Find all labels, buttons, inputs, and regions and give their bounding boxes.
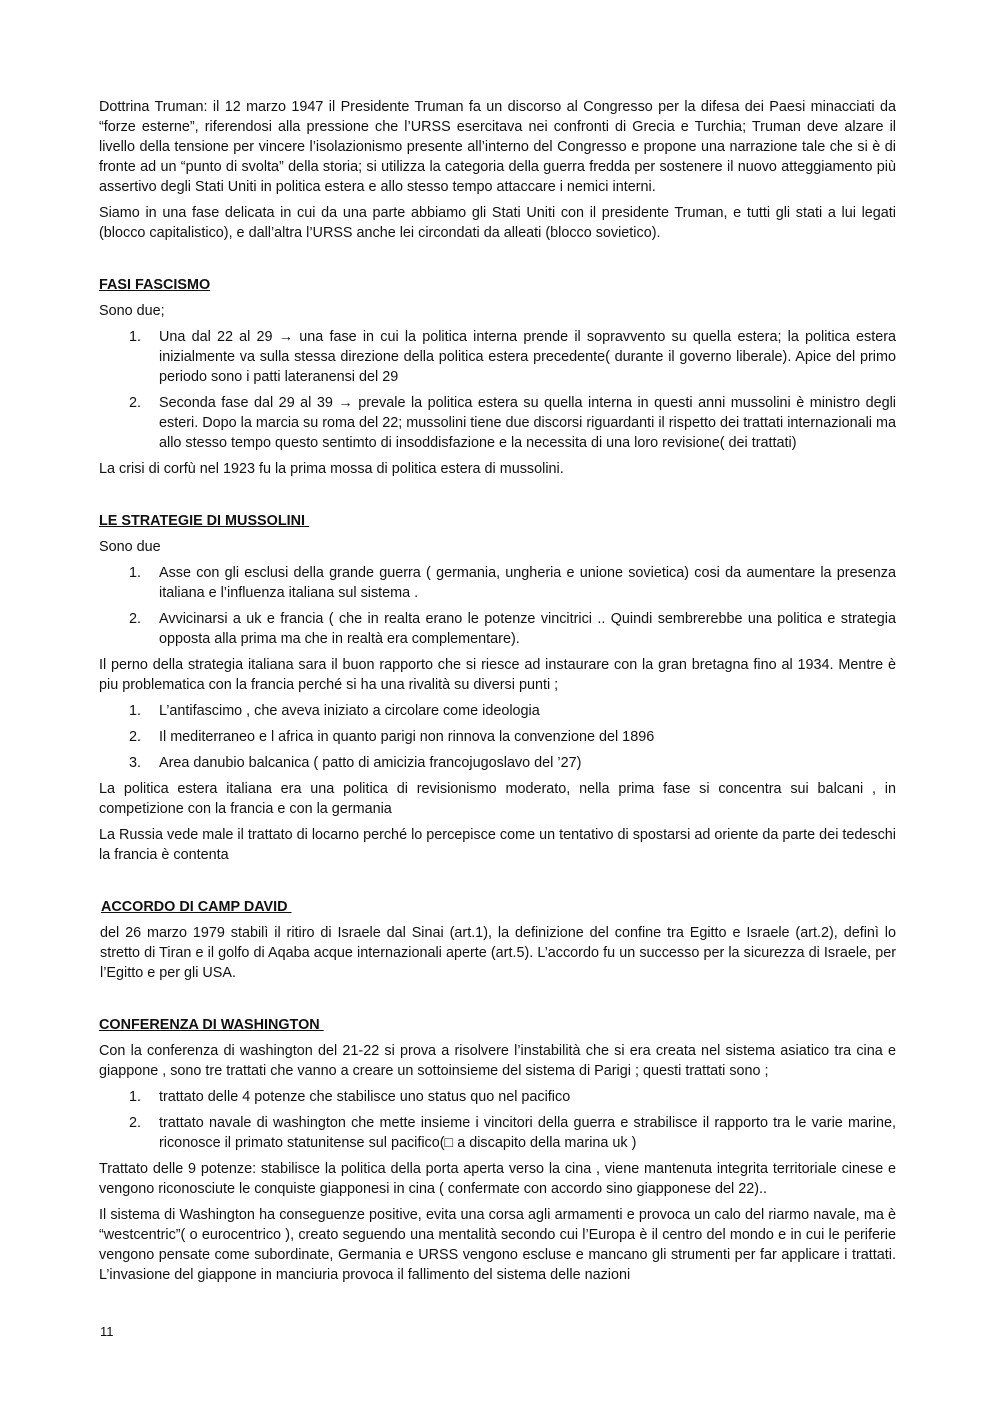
washington-paragraph-3: Il sistema di Washington ha conseguenze positive, evita una corsa agli armamenti e provoca un calo del riarmo navale, ma è “westcentric”( o eurocentrico ), creato seguendo una mentalità secondo cui l’Europa è il centro del mondo e in cui le periferie vengono pensate come subordinate, Germania e URSS vengono escluse e mancano gli strumenti per far applicare i trattati. L’invasione del giappone in manciuria provoca il fallimento del sistema delle nazioni — [99, 1207, 896, 1283]
camp-david-paragraph: del 26 marzo 1979 stabilì il ritiro di Israele dal Sinai (art.1), la definizione del confine tra Egitto e Israele (art.2), definì lo stretto di Tiran e il golfo di Aqaba acque internazionali aperte (art.5). L’accordo fu un successo per la sicurezza di Israele, per l’Egitto e per gli USA. — [100, 925, 896, 981]
strategie-intro: Sono due — [99, 539, 161, 555]
strategie-paragraph-2: La politica estera italiana era una politica di revisionismo moderato, nella prima fase si concentra sui balcani , in competizione con la francia e con la germania — [99, 781, 896, 817]
section-heading-strategie: LE STRATEGIE DI MUSSOLINI — [99, 513, 310, 529]
page-number: 11 — [100, 1324, 114, 1339]
list-number: 1. — [129, 565, 142, 581]
strategie-list — [99, 563, 896, 649]
list-item — [99, 753, 896, 773]
list-item — [99, 609, 896, 649]
list-number: 1. — [129, 329, 142, 345]
list-item-text: Area danubio balcanica ( patto di amicizia francojugoslavo del ’27) — [159, 755, 582, 771]
list-item-text: Una dal 22 al 29 → una fase in cui la politica interna prende il sopravvento su quella estera; la politica estera inizialmente va sulla stessa direzione della politica estera precedente( durante il governo liberale). Apice del primo periodo sono i patti lateranensi del 29 — [159, 329, 896, 385]
section-gap — [99, 249, 896, 275]
list-item-text: Asse con gli esclusi della grande guerra ( germania, ungheria e unione sovietica) cosi da aumentare la presenza italiana e l’influenza italiana sul sistema . — [159, 565, 896, 601]
section-heading-camp-david: ACCORDO DI CAMP DAVID — [101, 899, 292, 915]
list-item-text: L’antifascimo , che aveva iniziato a circolare come ideologia — [159, 703, 540, 719]
list-number: 2. — [129, 395, 142, 411]
section-gap — [99, 871, 896, 897]
strategie-paragraph-1: Il perno della strategia italiana sara il buon rapporto che si riesce ad instaurare con la gran bretagna fino al 1934. Mentre è piu problematica con la francia perché si ha una rivalità su diversi punti ; — [99, 657, 896, 693]
list-number: 1. — [129, 703, 142, 719]
fasi-intro: Sono due; — [99, 303, 165, 319]
list-item — [99, 1087, 896, 1107]
list-item — [99, 393, 896, 453]
section-heading-fasi: FASI FASCISMO — [99, 277, 211, 293]
truman-paragraph-1: Dottrina Truman: il 12 marzo 1947 il Presidente Truman fa un discorso al Congresso per la difesa dei Paesi minacciati da “forze esterne”, riferendosi alla pressione che l’URSS esercitava nei confronti di Grecia e Turchia; Truman deve alzare il livello della tensione per vincere l’isolazionismo presente all’interno del Congresso e propone una narrazione tale che si è di fronte ad un “punto di svolta” della storia; si utilizza la categoria della guerra fredda per sostenere il nuovo atteggiamento più assertivo degli Stati Uniti in politica estera e allo stesso tempo attaccare i nemici interni. — [99, 99, 896, 195]
washington-paragraph-1: Con la conferenza di washington del 21-22 si prova a risolvere l’instabilità che si era creata nel sistema asiatico tra cina e giappone , sono tre trattati che vanno a creare un sottoinsieme del sistema di Parigi ; questi trattati sono ; — [99, 1043, 896, 1079]
washington-list — [99, 1087, 896, 1153]
list-item-text: trattato navale di washington che mette insieme i vincitori della guerra e strabilisce il rapporto tra le varie marine, riconosce il primato statunitense sul pacifico(□ a discapito della marina uk ) — [159, 1115, 896, 1151]
list-item-text: Avvicinarsi a uk e francia ( che in realta erano le potenze vincitrici .. Quindi sembrerebbe una politica e strategia opposta alla prima ma che in realtà era complementare). — [159, 611, 896, 647]
section-gap — [99, 485, 896, 511]
list-item — [99, 327, 896, 387]
list-item-text: Il mediterraneo e l africa in quanto parigi non rinnova la convenzione del 1896 — [159, 729, 655, 745]
washington-paragraph-2: Trattato delle 9 potenze: stabilisce la politica della porta aperta verso la cina , viene mantenuta integrita territoriale cinese e vengono riconosciute le conquiste giapponesi in cina ( confermate con accordo sino giapponese del 22).. — [99, 1161, 896, 1197]
list-number: 3. — [129, 755, 142, 771]
section-heading-washington: CONFERENZA DI WASHINGTON — [99, 1017, 324, 1033]
section-gap — [99, 989, 896, 1015]
list-item — [99, 701, 896, 721]
strategie-paragraph-3: La Russia vede male il trattato di locarno perché lo percepisce come un tentativo di spostarsi ad oriente da parte dei tedeschi la francia è contenta — [99, 827, 896, 863]
truman-paragraph-2: Siamo in una fase delicata in cui da una parte abbiamo gli Stati Uniti con il presidente Truman, e tutti gli stati a lui legati (blocco capitalistico), e dall’altra l’URSS anche lei circondati da alleati (blocco sovietico). — [99, 205, 896, 241]
document-page — [99, 97, 896, 1291]
list-item — [99, 1113, 896, 1153]
list-item-text: Seconda fase dal 29 al 39 → prevale la politica estera su quella interna in questi anni mussolini è ministro degli esteri. Dopo la marcia su roma del 22; mussolini tiene due discorsi riguardanti il rispetto dei trattati internazionali ma allo stesso tempo questo sentimto di insoddisfazione e la necessita di una loro revisione( dei trattati) — [159, 395, 896, 451]
list-number: 1. — [129, 1089, 142, 1105]
list-item-text: trattato delle 4 potenze che stabilisce uno status quo nel pacifico — [159, 1089, 571, 1105]
fasi-outro: La crisi di corfù nel 1923 fu la prima mossa di politica estera di mussolini. — [99, 461, 564, 477]
fasi-list — [99, 327, 896, 453]
strategie-rivalry-list — [99, 701, 896, 773]
list-item — [99, 563, 896, 603]
list-number: 2. — [129, 1115, 142, 1131]
list-number: 2. — [129, 729, 142, 745]
list-number: 2. — [129, 611, 142, 627]
list-item — [99, 727, 896, 747]
